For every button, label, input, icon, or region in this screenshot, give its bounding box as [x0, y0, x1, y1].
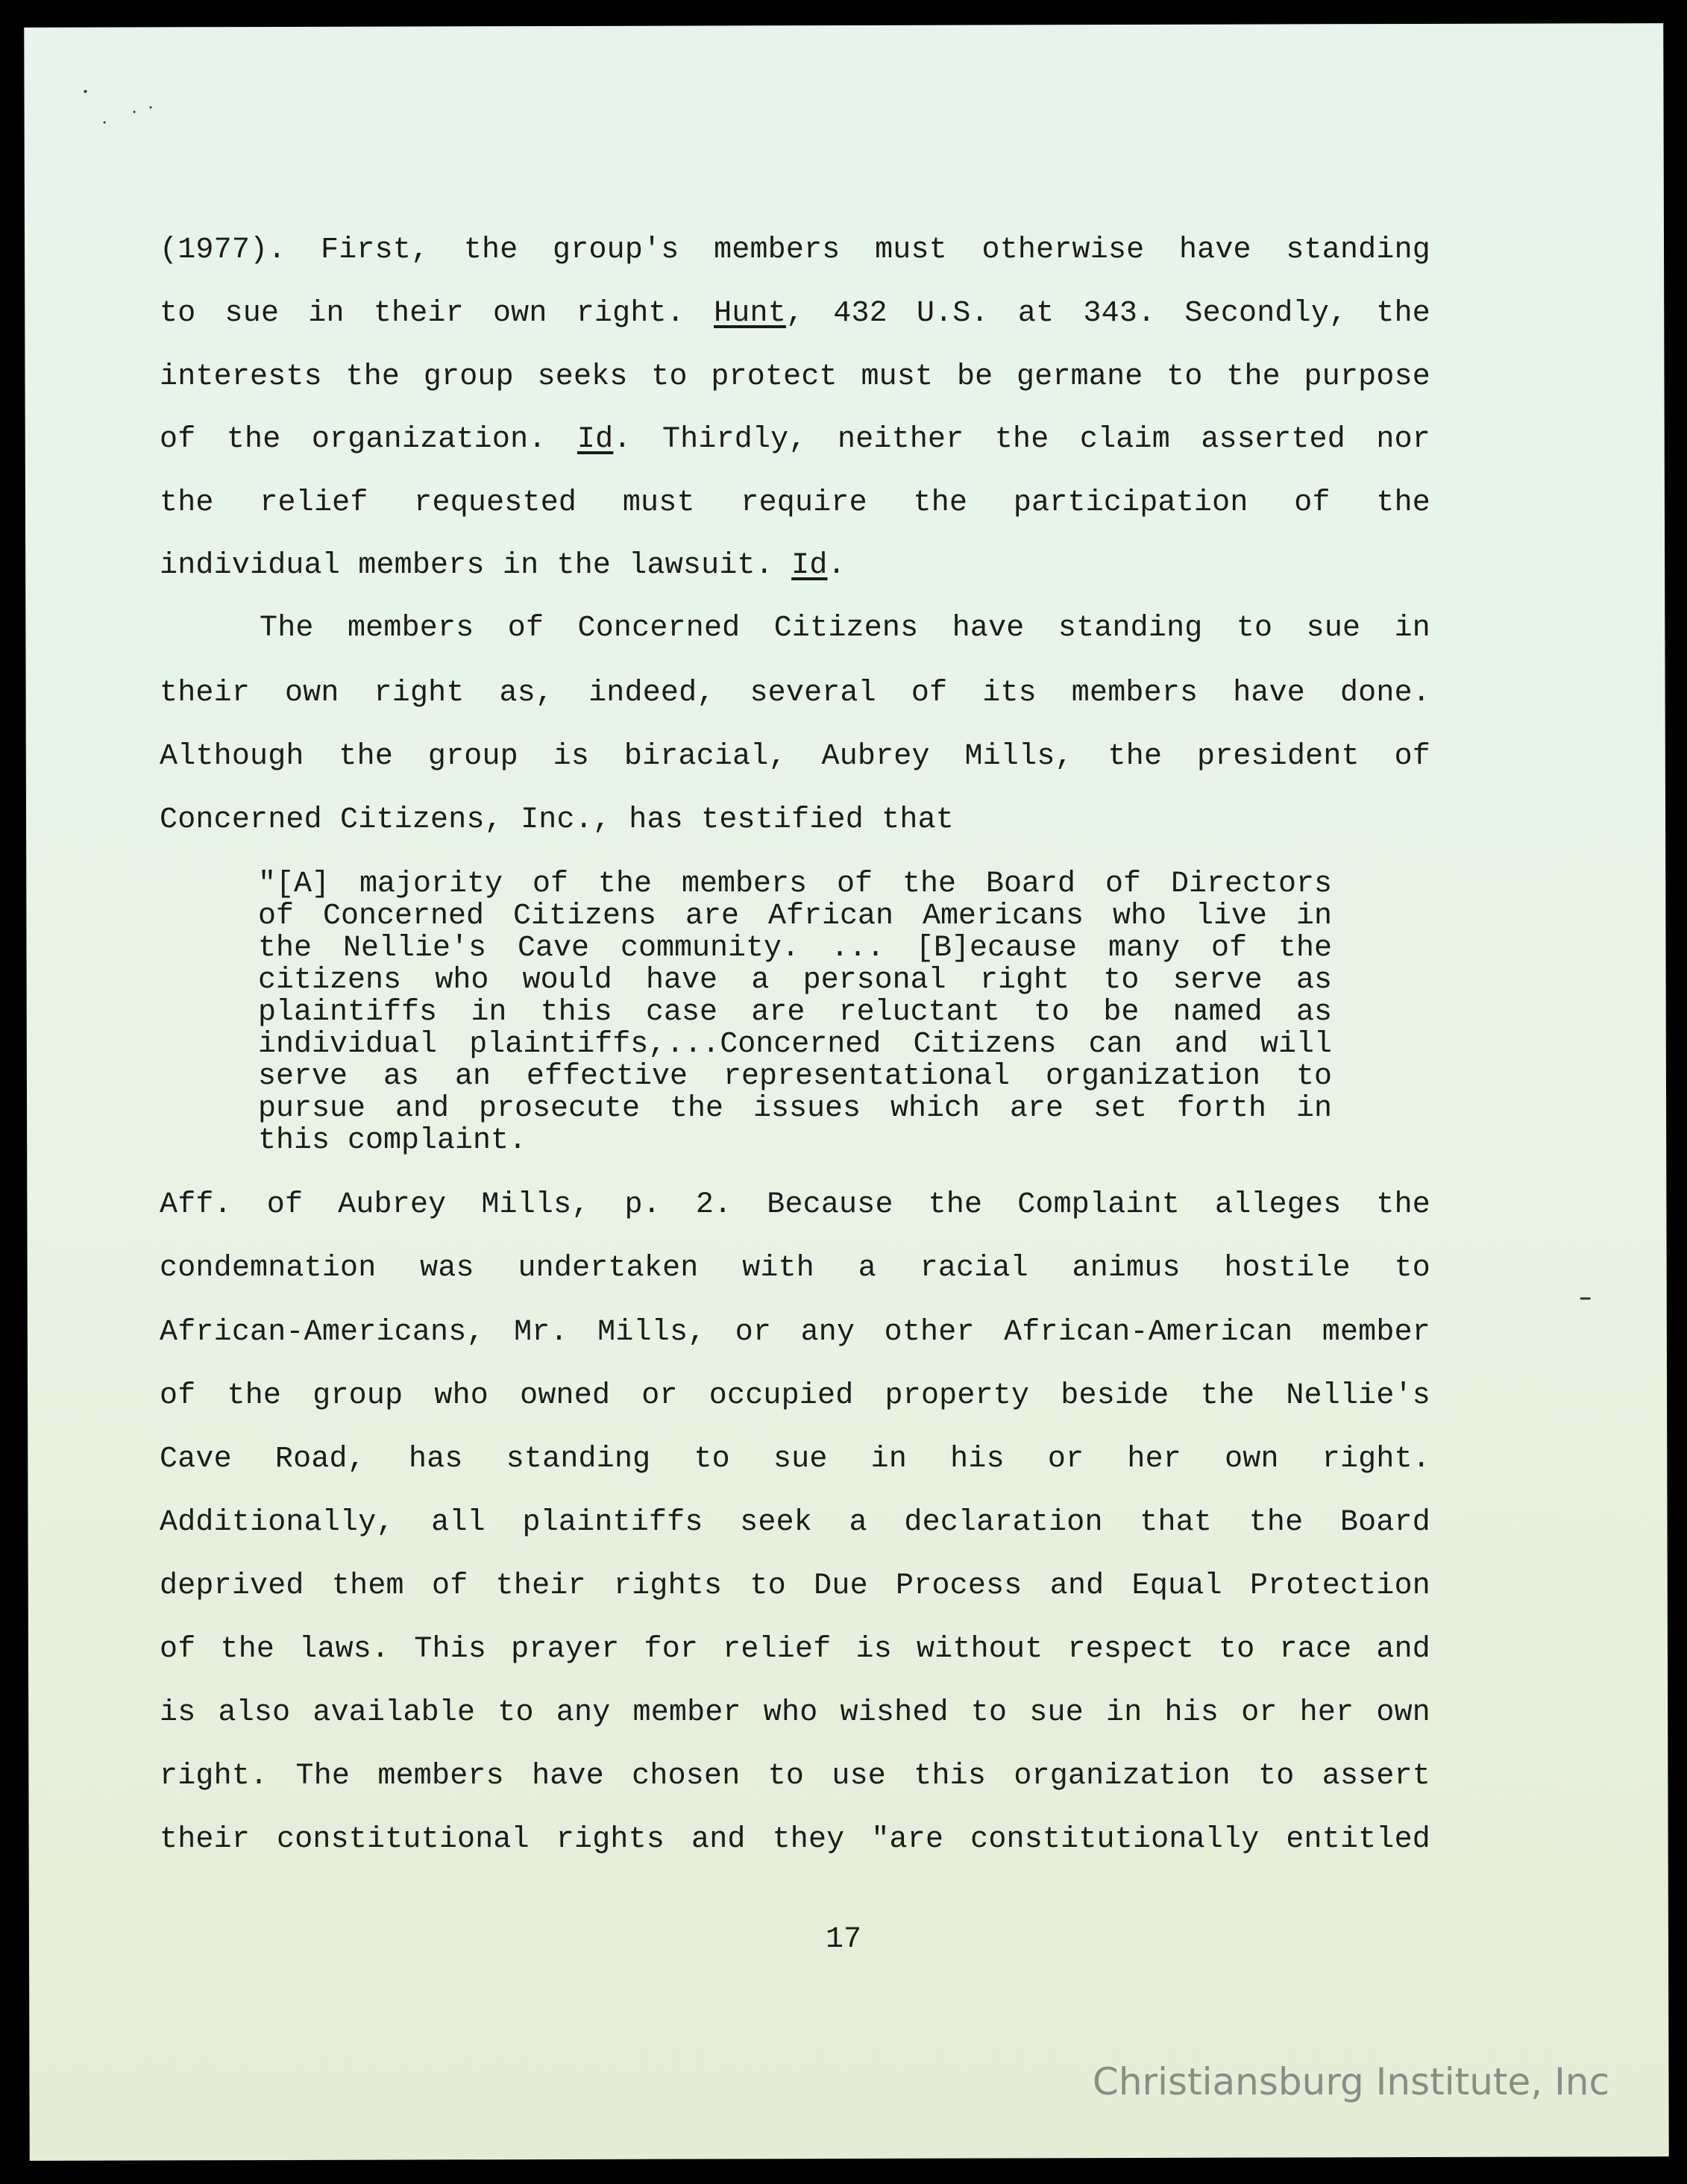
- text-line: deprived them of their rights to Due Process and Equal Protection: [160, 1569, 1430, 1603]
- text-line: the relief requested must require the participation of the: [160, 486, 1430, 520]
- quote-line: individual plaintiffs,...Concerned Citizens can and will: [258, 1028, 1332, 1061]
- text-line: Although the group is biracial, Aubrey Mills, the president of: [160, 740, 1430, 774]
- text-line: Additionally, all plaintiffs seek a declaration that the Board: [160, 1506, 1430, 1540]
- text-line: interests the group seeks to protect must be germane to the purpose: [160, 360, 1430, 394]
- text-line: of the group who owned or occupied property beside the Nellie's: [160, 1379, 1430, 1413]
- page-number: 17: [825, 1923, 861, 1957]
- text-line: African-Americans, Mr. Mills, or any other African-American member: [160, 1316, 1430, 1349]
- text-line: of the laws. This prayer for relief is without respect to race and: [160, 1633, 1430, 1666]
- quote-line: pursue and prosecute the issues which are set forth in: [258, 1092, 1332, 1126]
- quote-line: serve as an effective representational organization to: [258, 1060, 1332, 1093]
- quote-line: citizens who would have a personal right to serve as: [258, 964, 1332, 997]
- text-line: their constitutional rights and they "are constitutionally entitled: [160, 1823, 1430, 1857]
- quote-line: this complaint.: [258, 1124, 527, 1158]
- text-line: of the organization. Id. Thirdly, neither the claim asserted nor: [160, 423, 1430, 456]
- watermark: Christiansburg Institute, Inc: [1092, 2060, 1609, 2103]
- text-line: to sue in their own right. Hunt, 432 U.S. at 343. Secondly, the: [160, 297, 1430, 330]
- text-line: condemnation was undertaken with a racial animus hostile to: [160, 1252, 1430, 1285]
- text-line: their own right as, indeed, several of its members have done.: [160, 677, 1430, 710]
- text-line: is also available to any member who wished to sue in his or her own: [160, 1696, 1430, 1730]
- text-line: Concerned Citizens, Inc., has testified that: [160, 803, 954, 837]
- text-line: The members of Concerned Citizens have standing to sue in: [260, 612, 1430, 645]
- quote-line: "[A] majority of the members of the Board of Directors: [258, 867, 1332, 901]
- quote-line: the Nellie's Cave community. ... [B]ecause many of the: [258, 932, 1332, 965]
- text-line: Aff. of Aubrey Mills, p. 2. Because the Complaint alleges the: [160, 1188, 1430, 1222]
- text-line: Cave Road, has standing to sue in his or her own right.: [160, 1443, 1430, 1476]
- quote-line: plaintiffs in this case are reluctant to be named as: [258, 996, 1332, 1029]
- quote-line: of Concerned Citizens are African Americans who live in: [258, 900, 1332, 933]
- text-line: right. The members have chosen to use this organization to assert: [160, 1760, 1430, 1793]
- scan-specks: [24, 23, 1663, 28]
- text-line: (1977). First, the group's members must otherwise have standing: [160, 233, 1430, 267]
- text-line: individual members in the lawsuit. Id.: [160, 549, 846, 583]
